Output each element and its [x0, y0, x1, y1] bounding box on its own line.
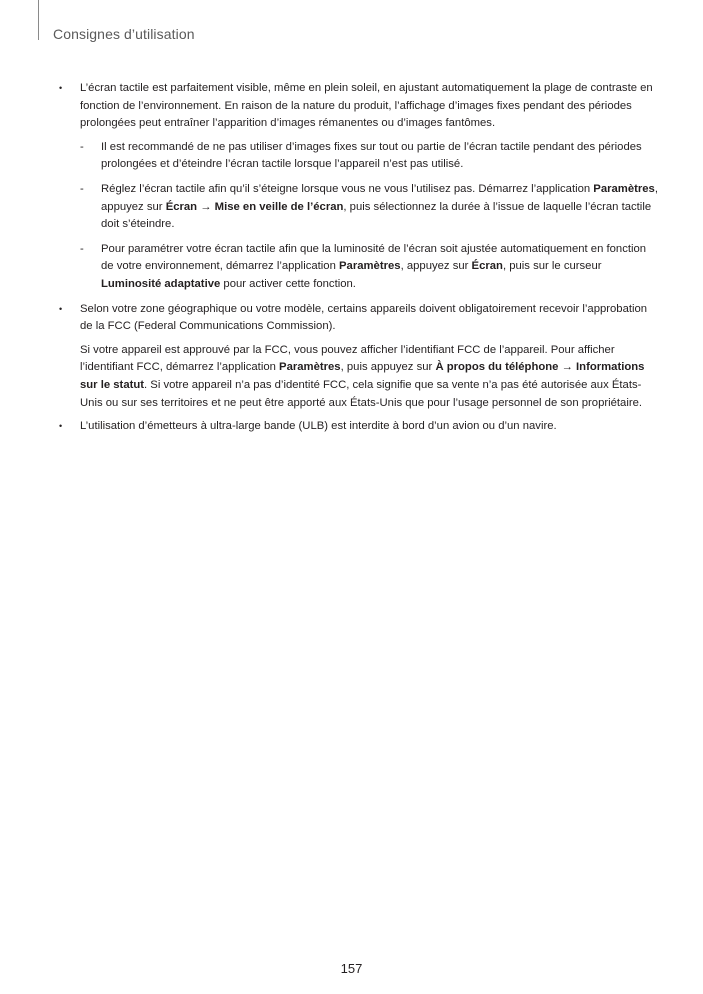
- bullet-item-fcc: [59, 301, 659, 413]
- bullet-marker: •: [59, 303, 63, 314]
- settings-app-label: Paramètres: [593, 182, 655, 195]
- bullet-text: L’écran tactile est parfaitement visible, même en plein soleil, en ajustant automatiquement la plage de contraste en fonction de l’environnement. En raison de la nature du produit, l’affichage d’images fixes pendant des périodes prolongées peut entraîner l’apparition d’images rémanentes ou d’images fantômes.: [80, 82, 653, 130]
- sub-item-text: Réglez l’écran tactile afin qu’il s’éteigne lorsque vous ne vous l’utilisez pas. Démarrez l’application Paramètres, appuyez sur Écran → Mise en veille de l’écran, puis sélectionnez la durée à l’issue de laquelle l’écran tactile doit s’éteindre.: [101, 182, 658, 231]
- sub-list: [80, 139, 659, 294]
- dash-marker: -: [80, 182, 84, 195]
- bullet-text: L’utilisation d’émetteurs à ultra-large bande (ULB) est interdite à bord d’un avion ou d’un navire.: [80, 420, 557, 433]
- bullet-text: Selon votre zone géographique ou votre modèle, certains appareils doivent obligatoirement recevoir l’approbation de la FCC (Federal Communications Commission).: [80, 302, 648, 333]
- about-phone-label: À propos du téléphone: [435, 361, 559, 374]
- dash-marker: -: [80, 140, 84, 153]
- display-menu-label: Écran: [165, 200, 198, 213]
- settings-app-label: Paramètres: [279, 361, 341, 374]
- bullet-item-uwb: [59, 418, 659, 436]
- display-menu-label: Écran: [471, 260, 503, 273]
- sub-item-static-images: [80, 139, 659, 174]
- bullet-item-display: [59, 80, 659, 294]
- header-divider: [38, 0, 39, 40]
- status-info-label: Informations sur le statut: [80, 361, 645, 391]
- adaptive-brightness-label: Luminosité adaptative: [101, 277, 221, 290]
- sub-item-text: Il est recommandé de ne pas utiliser d’images fixes sur tout ou partie de l’écran tactile pendant des périodes prolongées et d’éteindre l’écran tactile lorsque l’appareil n’est pas utilisé.: [101, 140, 642, 171]
- page-header-title: Consignes d’utilisation: [53, 26, 195, 42]
- sub-item-text: Pour paramétrer votre écran tactile afin que la luminosité de l’écran soit ajustée automatiquement en fonction de votre environnement, démarrez l’application Paramètres, appuyez sur Écran, puis sur le curseur Luminosité adaptative pour activer cette fonction.: [101, 242, 647, 290]
- sub-item-screen-timeout: [80, 181, 659, 234]
- page-number: 157: [340, 961, 363, 976]
- document-body: [59, 80, 659, 436]
- dash-marker: -: [80, 242, 84, 255]
- sub-item-adaptive-brightness: [80, 241, 659, 294]
- settings-app-label: Paramètres: [339, 260, 401, 273]
- screen-timeout-label: Mise en veille de l’écran: [214, 200, 344, 213]
- bullet-marker: •: [59, 83, 63, 93]
- bullet-marker: •: [59, 421, 63, 432]
- bullet-text-fcc-id: Si votre appareil est approuvé par la FCC, vous pouvez afficher l’identifiant FCC de l’appareil. Pour afficher l’identifiant FCC, démarrez l’application Paramètres, puis appuyez sur À propos du téléphone → Informations sur le statut. Si votre appareil n’a pas d’identité FCC, cela signifie que sa vente n’a pas été autorisée aux États-Unis ou sur ses territoires et ne peut être apporté aux États-Unis que pour l’usage personnel de son propriétaire.: [80, 343, 645, 409]
